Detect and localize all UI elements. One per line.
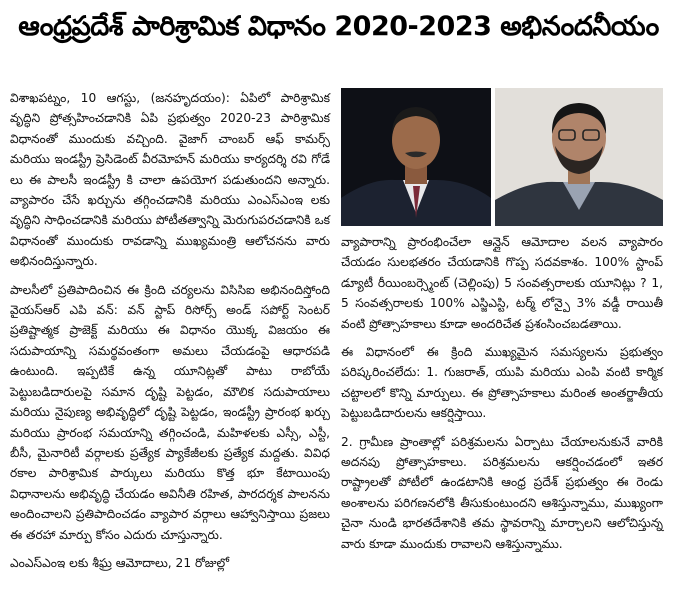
portrait-photo-1 [341,88,491,226]
paragraph: పాలసీలో ప్రతిపాదించిన ఈ క్రింది చర్యలను విసిసిఐ అభినందిస్తోంది వైయస్ఆర్ ఎపి వన్: వన్ స్టాప్ రిసోర్స్ అండ్ సపోర్ట్ సెంటర్ ప్రతిష్టాత్మక ప్రాజెక్ట్ మరియు ఈ విధానం యొక్క విజయం ఈ సదుపాయాన్ని సమర్థవంతంగా అమలు చేయడంపై ఆధారపడి ఉంటుంది. ఇప్పటికే ఉన్న యూనిట్లతో పాటు రాబోయే పెట్టుబడిదారులపై సమాన దృష్టి పెట్టడం, మౌలిక సదుపాయాలు మరియు నైపుణ్య అభివృద్ధిలో దృష్టి పెట్టడం, ఇండస్ట్రీ ప్రారంభ ఖర్చు మరియు ప్రారంభ సమయాన్ని తగ్గించండి, మహిళలకు ఎస్సీ, ఎస్టీ, బీసీ, మైనారిటీ వర్గాలకు ప్రత్యేక ప్యాకేజీలకు ప్రత్యేక మద్దతు. వివిధ రకాల పారిశ్రామిక పార్కులు మరియు కొత్త భూ కేటాయింపు విధానాలను అభివృద్ధి చేయడం అవినీతి రహిత, పారదర్శక పాలనను అందించాలని ప్రతిపాదించడం వ్యాపార వర్గాలు ఆహ్వానిస్తాయి ప్రజలు ఈ తరహా మార్పు కోసం ఎదురు చూస్తున్నారు. [10,282,330,542]
paragraph: ఈ విధానంలో ఈ క్రింది ముఖ్యమైన సమస్యలను ప్రభుత్వం పరిష్కరించలేదు: 1. గుజరాత్, యుపి మరియు ఎంపి వంటి కార్మిక చట్టాలలో కొన్ని మార్పులు. ఈ ప్రోత్సాహకాలు మరింత అంతర్జాతీయ పెట్టుబడిదారులను ఆకర్షిస్తాయి. [341,345,663,421]
article-left-column [10,88,330,581]
paragraph: 2. గ్రామీణ ప్రాంతాల్లో పరిశ్రమలను ఏర్పాటు చేయాలనుకునే వారికి అదనపు ప్రోత్సాహకాలు. పరిశ్రమలను ఆకర్షించడంలో ఇతర రాష్ట్రాలతో పోటీలో ఉండటానికి ఆంధ్ర ప్రదేశ్ ప్రభుత్వం ఈ రెండు అంశాలను పరిగణనలోకి తీసుకుంటుందని ఆశిస్తున్నాము, ముఖ్యంగా చైనా నుండి భారతదేశానికి తమ స్థావరాన్ని మార్చాలని ఆలోచిస్తున్న వారు కూడా ముందుకు రావాలని ఆశిస్తున్నాము. [341,434,663,551]
portrait-photo-2 [495,88,663,226]
paragraph: విశాఖపట్నం, 10 ఆగస్టు, (జనహృదయం): ఏపిలో పారిశ్రామిక వృద్ధిని ప్రోత్సహించడానికి ఏపి ప్రభుత్వం 2020-23 పారిశ్రామిక విధానంతో ముందుకు వచ్చింది. వైజాగ్ చాంబర్ ఆఫ్ కామర్స్ మరియు ఇండస్ట్రీ ప్రెసిడెంట్ వీరమోహన్ మరియు కార్యదర్శి రవి గోడే లు ఈ పాలసీ ఇండస్ట్రీ కి చాలా ఉపయోగ పడుతుందని అన్నారు. వ్యాపారం చేసే ఖర్చును తగ్గించడానికి మరియు ఎంఎస్ఎంఇ లకు వృద్ధిని సాధించడానికి మరియు పోటీతత్వాన్ని మెరుగుపరచడానికి ఒక విధానంతో ముందుకు రావడాన్ని ముఖ్యమంత్రి ఆలోచనను వారు అభినందిస్తున్నారు. [10,91,330,269]
paragraph: ఎంఎస్ఎంఇ లకు శీఘ్ర ఆమోదాలు, 21 రోజుల్లో [10,555,230,570]
article-right-column [341,232,663,562]
paragraph: వ్యాపారాన్ని ప్రారంభించేలా ఆన్లైన్ ఆమోదాల వలన వ్యాపారం చేయడం సులభతరం చేయడానికి గొప్ప సదవకాశం. 100% స్టాంప్ డ్యూటీ రీయింబర్స్మెంట్ (చెల్లింపు) 5 సంవత్సరాలకు యూనిట్లు ? 1, 5 సంవత్సరాలకు 100% ఎస్జిఎస్టి, టర్మ్ లోన్పై 3% వడ్డీ రాయితీ వంటి ప్రోత్సాహకాలు కూడా అందరిచేత ప్రశంసించబడతాయి. [341,235,663,331]
headline: ఆంధ్రప్రదేశ్ పారిశ్రామిక విధానం 2020-2023 అభినందనీయం [18,11,659,42]
photo-strip [341,88,663,226]
